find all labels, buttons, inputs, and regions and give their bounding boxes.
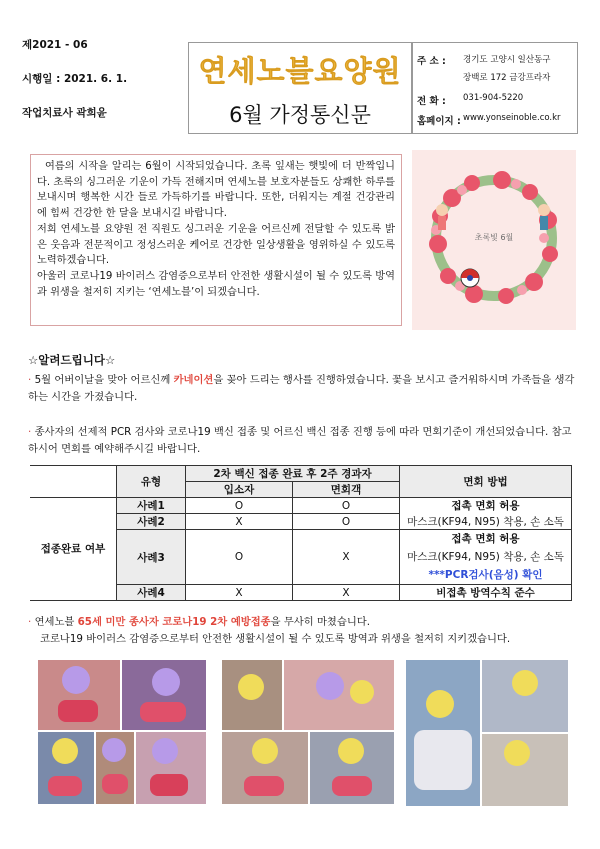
resident-status: X <box>186 585 293 601</box>
resident-header: 입소자 <box>186 482 293 498</box>
case-name: 사례1 <box>117 498 186 514</box>
method-mask: 마스크(KF94, N95) 착용, 손 소독 <box>407 551 564 563</box>
face-blur-icon <box>316 672 344 700</box>
event-photo <box>136 732 206 804</box>
face-blur-icon <box>504 740 530 766</box>
phone: 031-904-5220 <box>463 93 524 103</box>
method-contact: 접촉 면회 허용 <box>451 533 520 545</box>
vaccine-highlight: 65세 미만 종사자 코로나19 2차 예방접종 <box>77 616 271 628</box>
vaccine-notice <box>28 614 576 648</box>
visitor-status: X <box>293 585 400 601</box>
face-blur-icon <box>102 738 126 762</box>
face-blur-icon <box>252 738 278 764</box>
visitation-table <box>30 465 572 601</box>
vaccine-line2: 코로나19 바이러스 감염증으로부터 안전한 생활시설이 될 수 있도록 방역과 위생을 철저히 지키겠습니다. <box>40 633 511 645</box>
event-photo <box>284 660 394 730</box>
group-header: 2차 백신 접종 완료 후 2주 경과자 <box>186 466 400 482</box>
intro-paragraph: 저희 연세노블 요양원 전 직원도 싱그러운 기운을 어르신께 전달할 수 있도록 밝은 웃음과 전문적이고 정성스러운 케어로 건강한 일상생활을 영위하실 수 있도록 노력하겠습니다. <box>37 223 395 267</box>
face-blur-icon <box>152 738 178 764</box>
intro-paragraph: 여름의 시작을 알리는 6월이 시작되었습니다. 초록 잎새는 햇빛에 더 반짝입니다. 초록의 싱그러운 기운이 가득 전해지며 연세노블 보호자분들도 상쾌한 하루를 보내시며 행복한 시간 들로 가득하기를 바랍니다. 또한, 더워지는 계절 건강관리에 힘써 건강한 한 달을 보내시길 바랍니다. <box>37 161 395 220</box>
issue-info <box>22 38 182 140</box>
method-contact: 접촉 면회 허용 <box>400 498 572 514</box>
visitor-status: O <box>293 498 400 514</box>
newsletter-title: 6월 가정통신문 <box>229 103 371 127</box>
june-wreath-illustration <box>412 150 576 330</box>
case-name: 사례3 <box>117 530 186 585</box>
homepage-link[interactable]: www.yonseinoble.co.kr <box>463 113 561 123</box>
face-blur-icon <box>338 738 364 764</box>
bullet-icon: · <box>28 374 32 386</box>
author: 작업치료사 곽희윤 <box>22 107 107 119</box>
face-blur-icon <box>52 738 78 764</box>
org-title: 연세노블요양원 <box>198 54 402 88</box>
homepage-label: 홈페이지 : <box>417 116 461 127</box>
carnation-text-post: 을 꽂아 드리는 행사를 진행하였습니다. 꽃을 보시고 즐거워하시며 가족들을 생각하는 시간을 가졌습니다. <box>28 374 575 403</box>
face-blur-icon <box>426 690 454 718</box>
vaccination-photo <box>482 660 568 732</box>
vaccine-text-pre: 연세노블 <box>34 616 78 628</box>
wreath-caption: 초록빛 6월 <box>474 233 514 242</box>
corner-cell <box>30 466 117 498</box>
phone-label: 전 화 : <box>417 96 446 107</box>
bullet-icon: · <box>28 616 32 628</box>
vaccination-photo <box>482 734 568 806</box>
notice-item-carnation <box>28 372 576 406</box>
group-label: 접종완료 여부 <box>30 498 117 601</box>
visitor-status: O <box>293 514 400 530</box>
visitor-status: X <box>293 530 400 585</box>
notice-item-visit <box>28 424 576 458</box>
visitor-header: 면회객 <box>293 482 400 498</box>
resident-status: O <box>186 498 293 514</box>
face-blur-icon <box>62 666 90 694</box>
vaccination-photo <box>406 660 480 806</box>
face-blur-icon <box>152 668 180 696</box>
contact-box <box>412 42 578 134</box>
case-name: 사례4 <box>117 585 186 601</box>
bullet-icon: · <box>28 426 32 438</box>
face-blur-icon <box>512 670 538 696</box>
address-label: 주 소 : <box>417 56 446 67</box>
address-line1: 경기도 고양시 일산동구 <box>463 55 551 65</box>
method-cell <box>400 530 572 585</box>
table-row <box>30 498 572 514</box>
method-noncontact: 비접촉 방역수칙 준수 <box>400 585 572 601</box>
visit-policy-text: 종사자의 선제적 PCR 검사와 코로나19 백신 접종 및 어르신 백신 접종 진행 등에 따라 면회기준이 개선되었습니다. 참고하시어 면회를 예약해주시길 바랍니다. <box>28 426 572 455</box>
face-blur-icon <box>238 674 264 700</box>
type-header: 유형 <box>117 466 186 498</box>
carnation-highlight: 카네이션 <box>173 374 214 386</box>
resident-status: O <box>186 530 293 585</box>
issue-date: 시행일 : 2021. 6. 1. <box>22 73 128 85</box>
method-pcr: ***PCR검사(음성) 확인 <box>428 569 543 581</box>
address-line2: 장백로 172 금강프라자 <box>463 73 551 83</box>
event-photo <box>222 660 282 730</box>
issue-number: 제2021 - 06 <box>22 39 88 51</box>
event-photo <box>310 732 394 804</box>
event-photo <box>96 732 134 804</box>
resident-status: X <box>186 514 293 530</box>
carnation-text-pre: 5월 어버이날을 맞아 어르신께 <box>34 374 174 386</box>
event-photo <box>222 732 308 804</box>
method-mask: 마스크(KF94, N95) 착용, 손 소독 <box>400 514 572 530</box>
intro-paragraph: 아울러 코로나19 바이러스 감염증으로부터 안전한 생활시설이 될 수 있도록 방역과 위생을 철저히 지키는 ‘연세노블’이 되겠습니다. <box>37 270 395 298</box>
intro-text <box>30 154 402 326</box>
method-header: 면회 방법 <box>400 466 572 498</box>
vaccine-text-post: 을 무사히 마쳤습니다. <box>270 616 370 628</box>
face-blur-icon <box>350 680 374 704</box>
event-photo <box>38 660 120 730</box>
event-photo <box>38 732 94 804</box>
case-name: 사례2 <box>117 514 186 530</box>
event-photo <box>122 660 206 730</box>
title-box <box>188 42 412 134</box>
notice-heading: ☆알려드립니다☆ <box>28 353 116 367</box>
